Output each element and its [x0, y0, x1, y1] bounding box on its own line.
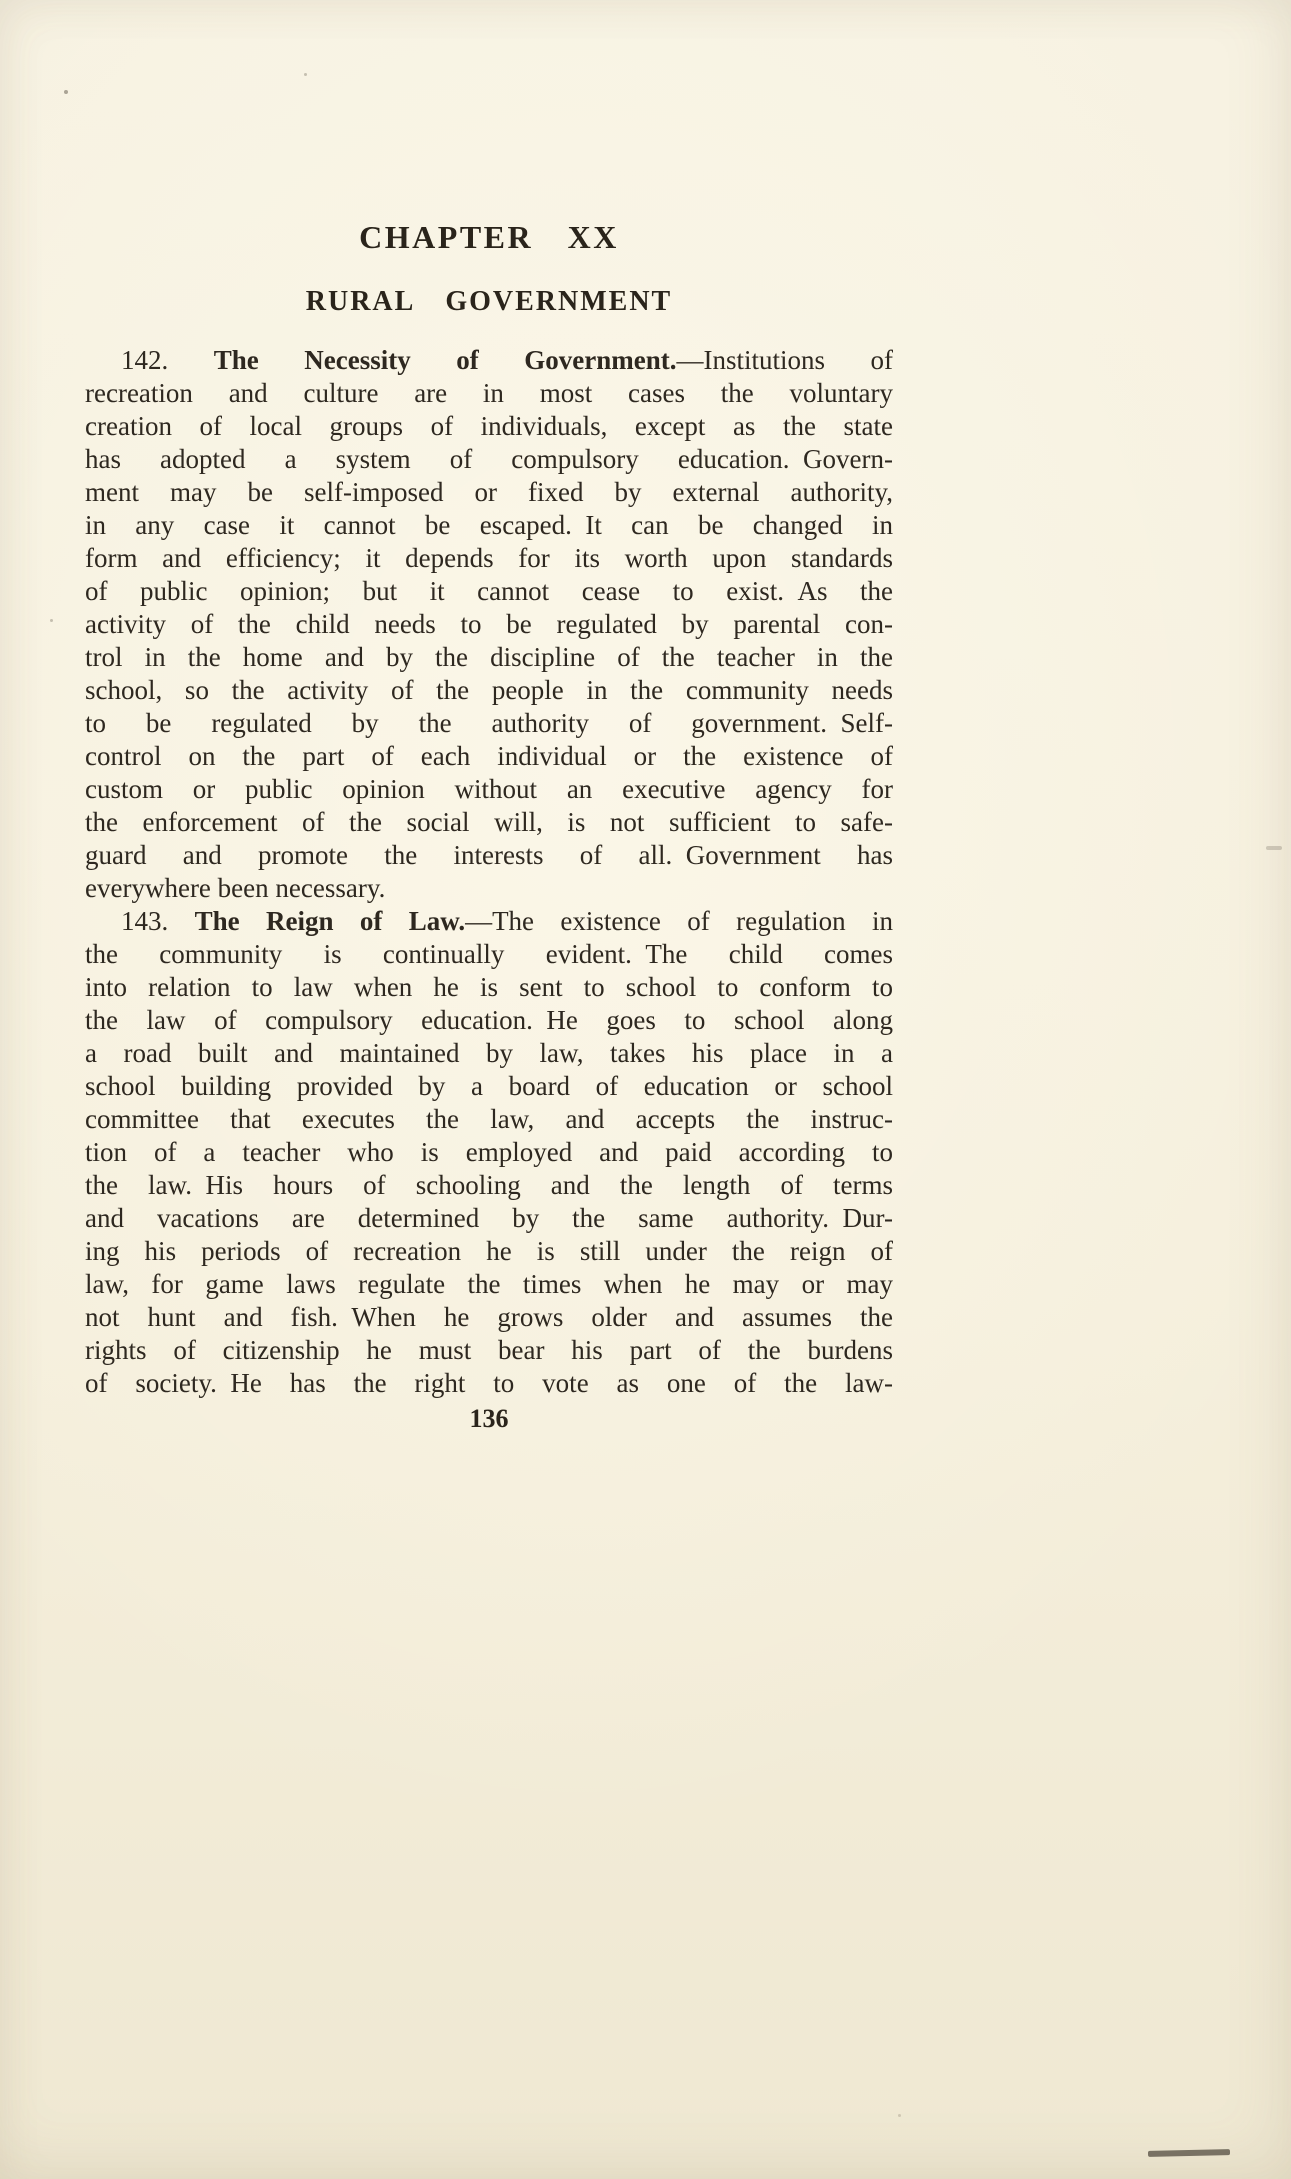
body-text: has adopted a system of compulsory education. Govern- — [85, 444, 893, 474]
chapter-heading: CHAPTER XX — [359, 219, 619, 255]
text-line — [85, 1334, 893, 1367]
body-text: school, so the activity of the people in the community needs — [85, 675, 893, 705]
text-line — [85, 1268, 893, 1301]
body-text: ment may be self-imposed or fixed by external authority, — [85, 477, 893, 507]
body-text: ing his periods of recreation he is still under the reign of — [85, 1236, 893, 1266]
body-text: tion of a teacher who is employed and paid according to — [85, 1137, 893, 1167]
text-line — [85, 872, 893, 905]
text-line — [85, 509, 893, 542]
body-text: guard and promote the interests of all. Government has — [85, 840, 893, 870]
body-text: form and efficiency; it depends for its worth upon standards — [85, 543, 893, 573]
body-text: trol in the home and by the discipline of the teacher in the — [85, 642, 893, 672]
paragraph — [85, 344, 893, 905]
body-text: the law. His hours of schooling and the length of terms — [85, 1170, 893, 1200]
scan-speck — [50, 619, 53, 622]
text-line — [85, 1070, 893, 1103]
body-text: 143. — [121, 906, 195, 936]
paragraph — [85, 905, 893, 1400]
section-title-bold: The Reign of Law. — [194, 906, 466, 936]
scan-mark — [1266, 846, 1282, 850]
text-line — [85, 1103, 893, 1136]
body-text: to be regulated by the authority of government. Self- — [85, 708, 893, 738]
body-text: rights of citizenship he must bear his part of the burdens — [85, 1335, 893, 1365]
body-text: in any case it cannot be escaped. It can be changed in — [85, 510, 893, 540]
text-line — [85, 1037, 893, 1070]
text-line — [85, 410, 893, 443]
text-line — [85, 1367, 893, 1400]
body-text: activity of the child needs to be regulated by parental con- — [85, 609, 893, 639]
body-text: everywhere been necessary. — [85, 873, 386, 903]
text-line — [85, 806, 893, 839]
body-text: the enforcement of the social will, is not sufficient to safe- — [85, 807, 893, 837]
text-line — [85, 905, 893, 938]
text-line — [85, 608, 893, 641]
scan-speck — [64, 90, 68, 94]
text-line — [85, 674, 893, 707]
body-text: a road built and maintained by law, takes his place in a — [85, 1038, 893, 1068]
text-line — [85, 476, 893, 509]
section-title-bold: The Necessity of Government. — [213, 345, 677, 375]
text-line — [85, 938, 893, 971]
text-line — [85, 1235, 893, 1268]
body-text: —Institutions of — [676, 345, 893, 375]
text-line — [85, 740, 893, 773]
body-text: control on the part of each individual or the existence of — [85, 741, 893, 771]
text-line — [85, 707, 893, 740]
text-line — [85, 1004, 893, 1037]
text-line — [85, 839, 893, 872]
body-text: law, for game laws regulate the times when he may or may — [85, 1269, 893, 1299]
page-number: 136 — [469, 1404, 509, 1433]
text-line — [85, 575, 893, 608]
text-line — [85, 1169, 893, 1202]
scan-speck — [304, 73, 307, 76]
body-text: school building provided by a board of education or school — [85, 1071, 893, 1101]
text-line — [85, 773, 893, 806]
body-text: creation of local groups of individuals, except as the state — [85, 411, 893, 441]
body-text: 142. — [121, 345, 214, 375]
text-line — [85, 443, 893, 476]
scan-speck — [898, 2114, 901, 2117]
text-block — [85, 344, 893, 1400]
text-line — [85, 344, 893, 377]
body-text: —The existence of regulation in — [465, 906, 893, 936]
scan-mark — [1148, 2149, 1230, 2157]
text-line — [85, 377, 893, 410]
body-text: the law of compulsory education. He goes to school along — [85, 1005, 893, 1035]
text-line — [85, 1136, 893, 1169]
body-text: recreation and culture are in most cases the voluntary — [85, 378, 893, 408]
section-heading: RURAL GOVERNMENT — [305, 286, 673, 317]
body-text: and vacations are determined by the same authority. Dur- — [85, 1203, 893, 1233]
body-text: not hunt and fish. When he grows older and assumes the — [85, 1302, 893, 1332]
text-line — [85, 542, 893, 575]
text-line — [85, 1301, 893, 1334]
body-text: the community is continually evident. The child comes — [85, 939, 893, 969]
body-text: of public opinion; but it cannot cease to exist. As the — [85, 576, 893, 606]
text-line — [85, 1202, 893, 1235]
body-text: into relation to law when he is sent to school to conform to — [85, 972, 893, 1002]
text-line — [85, 641, 893, 674]
body-text: committee that executes the law, and accepts the instruc- — [85, 1104, 893, 1134]
body-text: custom or public opinion without an executive agency for — [85, 774, 893, 804]
body-text: of society. He has the right to vote as one of the law- — [85, 1368, 893, 1398]
text-line — [85, 971, 893, 1004]
